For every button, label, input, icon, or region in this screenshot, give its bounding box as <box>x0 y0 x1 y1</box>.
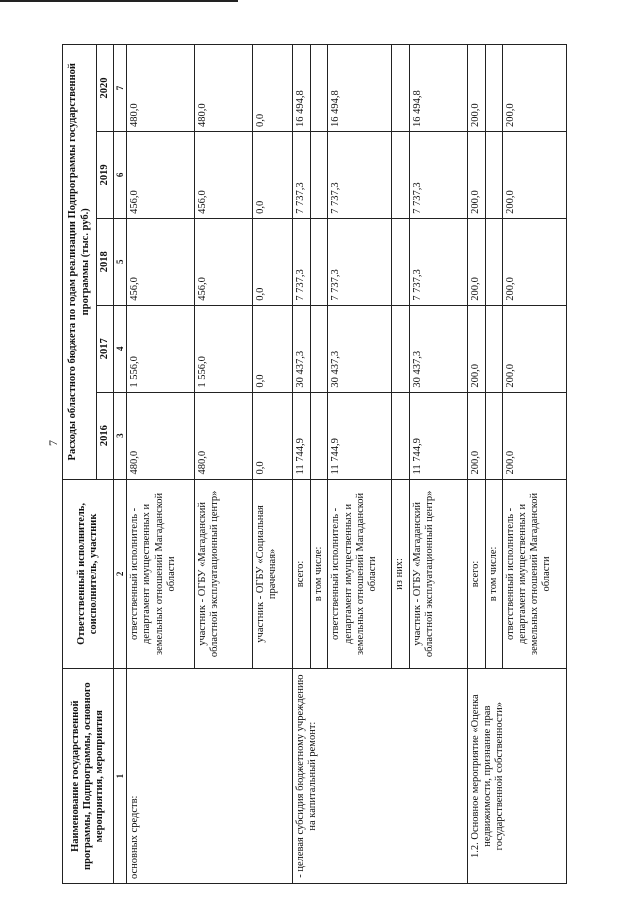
value-cell: 456,0 <box>195 218 253 305</box>
value-cell: 11 744,9 <box>293 392 311 479</box>
col-index: 5 <box>114 218 127 305</box>
value-cell: 0,0 <box>253 305 293 392</box>
col-index: 6 <box>114 131 127 218</box>
header-col2: Ответственный исполнитель, соисполнитель, участник <box>63 479 114 669</box>
row-executor: участник - ОГБУ «Социальная прачечная» <box>253 479 293 669</box>
table-row <box>293 45 311 884</box>
table-row <box>127 45 195 884</box>
row-name: - целевая субсидия бюджетному учреждению на капитальный ремонт: <box>293 669 467 884</box>
header-year: 2018 <box>97 218 114 305</box>
value-cell: 200,0 <box>467 392 485 479</box>
row-executor: в том числе: <box>311 479 328 669</box>
value-cell: 200,0 <box>502 218 566 305</box>
value-cell: 1 556,0 <box>195 305 253 392</box>
value-cell: 7 737,3 <box>293 131 311 218</box>
value-cell: 0,0 <box>253 218 293 305</box>
value-cell: 30 437,3 <box>293 305 311 392</box>
row-executor: ответственный исполнитель - департамент имущественных и земельных отношений Магаданской области <box>127 479 195 669</box>
table-row <box>467 45 485 884</box>
value-cell: 480,0 <box>127 392 195 479</box>
value-cell: 16 494,8 <box>293 45 311 132</box>
value-cell: 200,0 <box>502 131 566 218</box>
value-cell: 30 437,3 <box>328 305 392 392</box>
value-cell: 7 737,3 <box>293 218 311 305</box>
value-cell: 7 737,3 <box>328 131 392 218</box>
row-executor: всего: <box>467 479 485 669</box>
header-col1: Наименование государственной программы, Подпрограммы, основного мероприятия, мероприятия <box>63 669 114 884</box>
value-cell: 200,0 <box>502 45 566 132</box>
header-year: 2017 <box>97 305 114 392</box>
header-year: 2016 <box>97 392 114 479</box>
value-cell: 0,0 <box>253 45 293 132</box>
header-year: 2019 <box>97 131 114 218</box>
row-executor: участник - ОГБУ «Магаданский областной эксплуатационный центр» <box>409 479 467 669</box>
value-cell: 0,0 <box>253 392 293 479</box>
value-cell: 200,0 <box>467 305 485 392</box>
budget-table <box>62 44 567 884</box>
row-executor: ответственный исполнитель - департамент имущественных и земельных отношений Магаданской области <box>328 479 392 669</box>
col-index: 1 <box>114 669 127 884</box>
value-cell: 456,0 <box>127 131 195 218</box>
row-executor: в том числе: <box>485 479 502 669</box>
value-cell: 200,0 <box>502 305 566 392</box>
row-executor: участник - ОГБУ «Магаданский областной эксплуатационный центр» <box>195 479 253 669</box>
value-cell: 200,0 <box>502 392 566 479</box>
column-index-row <box>114 45 127 884</box>
col-index: 2 <box>114 479 127 669</box>
value-cell: 16 494,8 <box>328 45 392 132</box>
value-cell: 200,0 <box>467 45 485 132</box>
value-cell: 30 437,3 <box>409 305 467 392</box>
row-executor: ответственный исполнитель - департамент имущественных и земельных отношений Магаданской области <box>502 479 566 669</box>
value-cell: 480,0 <box>195 392 253 479</box>
header-group: Расходы областного бюджета по годам реализации Подпрограммы государственной программы (тыс. руб.) <box>63 45 97 480</box>
value-cell: 200,0 <box>467 131 485 218</box>
col-index: 7 <box>114 45 127 132</box>
value-cell: 7 737,3 <box>328 218 392 305</box>
row-executor: из них: <box>392 479 409 669</box>
rotated-table-container <box>62 44 622 884</box>
value-cell: 456,0 <box>127 218 195 305</box>
value-cell: 11 744,9 <box>328 392 392 479</box>
row-name: основных средств: <box>127 669 293 884</box>
value-cell: 1 556,0 <box>127 305 195 392</box>
value-cell: 0,0 <box>253 131 293 218</box>
header-year: 2020 <box>97 45 114 132</box>
value-cell: 456,0 <box>195 131 253 218</box>
col-index: 3 <box>114 392 127 479</box>
col-index: 4 <box>114 305 127 392</box>
top-rule <box>0 0 238 2</box>
page-number: 7 <box>46 440 60 446</box>
value-cell: 7 737,3 <box>409 131 467 218</box>
value-cell: 7 737,3 <box>409 218 467 305</box>
value-cell: 480,0 <box>127 45 195 132</box>
value-cell: 480,0 <box>195 45 253 132</box>
value-cell: 11 744,9 <box>409 392 467 479</box>
value-cell: 200,0 <box>467 218 485 305</box>
row-executor: всего: <box>293 479 311 669</box>
row-name: 1.2. Основное мероприятие «Оценка недвижимости, признание прав государственной собственности» <box>467 669 566 884</box>
value-cell: 16 494,8 <box>409 45 467 132</box>
